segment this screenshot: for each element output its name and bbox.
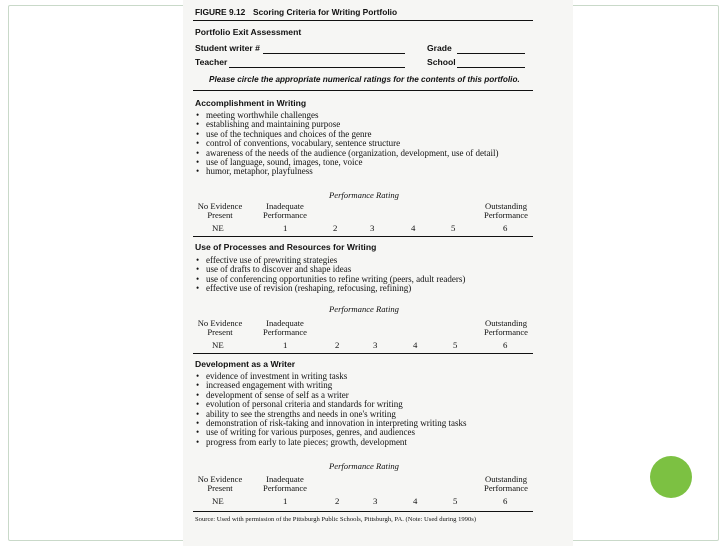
list-item: • humor, metaphor, playfulness bbox=[195, 167, 498, 176]
criteria-list bbox=[195, 256, 465, 294]
scale-label bbox=[257, 319, 313, 338]
rating-1[interactable]: 1 bbox=[283, 223, 288, 233]
scale-label-line: Performance bbox=[484, 327, 528, 338]
scale-label bbox=[193, 319, 247, 338]
scale-label bbox=[193, 475, 247, 494]
rating-3[interactable]: 3 bbox=[373, 496, 378, 506]
list-item: • effective use of prewriting strategies bbox=[195, 256, 465, 265]
rating-ne[interactable]: NE bbox=[212, 496, 224, 506]
scale-label bbox=[257, 202, 313, 221]
list-item: • use of language, sound, images, tone, voice bbox=[195, 158, 498, 167]
performance-rating-title: Performance Rating bbox=[329, 461, 399, 471]
scale-label-line: No Evidence bbox=[197, 474, 243, 484]
list-item: • use of writing for various purposes, genres, and audiences bbox=[195, 428, 466, 437]
rating-ne[interactable]: NE bbox=[212, 223, 224, 233]
rating-1[interactable]: 1 bbox=[283, 340, 288, 350]
rating-4[interactable]: 4 bbox=[413, 340, 418, 350]
teacher-label: Teacher bbox=[195, 57, 228, 67]
grade-field[interactable] bbox=[457, 53, 525, 54]
accent-circle bbox=[650, 456, 692, 498]
list-item: • effective use of revision (reshaping, refocusing, refining) bbox=[195, 284, 465, 293]
list-item: • evidence of investment in writing tasks bbox=[195, 372, 466, 381]
scale-label bbox=[193, 202, 247, 221]
scanned-document bbox=[183, 0, 573, 546]
scale-label-line: Outstanding bbox=[484, 474, 527, 484]
list-item: • establishing and maintaining purpose bbox=[195, 120, 498, 129]
rule-3 bbox=[193, 353, 533, 354]
scale-label-line: Outstanding bbox=[484, 201, 527, 211]
school-label: School bbox=[427, 57, 456, 67]
scale-label-line: Outstanding bbox=[484, 318, 527, 328]
list-item: • demonstration of risk-taking and innovation in interpreting writing tasks bbox=[195, 419, 466, 428]
rating-ne[interactable]: NE bbox=[212, 340, 224, 350]
scale-label-line: No Evidence bbox=[197, 201, 243, 211]
criteria-list bbox=[195, 111, 498, 177]
list-item: • meeting worthwhile challenges bbox=[195, 111, 498, 120]
scale-label-line: Performance bbox=[263, 483, 307, 494]
scale-label bbox=[257, 475, 313, 494]
list-item: • use of drafts to discover and shape ideas bbox=[195, 265, 465, 274]
scale-label-line: Inadequate bbox=[266, 474, 304, 484]
rating-3[interactable]: 3 bbox=[373, 340, 378, 350]
scale-label-line: Performance bbox=[484, 483, 528, 494]
rating-5[interactable]: 5 bbox=[453, 340, 458, 350]
student-field[interactable] bbox=[263, 53, 405, 54]
scale-label-line: Present bbox=[207, 327, 233, 338]
rule-4 bbox=[193, 511, 533, 512]
source-note: Source: Used with permission of the Pittsburgh Public Schools, Pittsburgh, PA. (Note: Used during 1990s) bbox=[195, 516, 477, 523]
list-item: • use of conferencing opportunities to refine writing (peers, adult readers) bbox=[195, 275, 465, 284]
rating-6[interactable]: 6 bbox=[503, 496, 508, 506]
rating-4[interactable]: 4 bbox=[413, 496, 418, 506]
scale-label bbox=[475, 202, 537, 221]
list-item: • development of sense of self as a writer bbox=[195, 391, 466, 400]
list-item: • progress from early to late pieces; growth, development bbox=[195, 438, 466, 447]
rule-2 bbox=[193, 236, 533, 237]
figure-title: Scoring Criteria for Writing Portfolio bbox=[253, 7, 398, 17]
scale-label-line: Performance bbox=[484, 210, 528, 221]
scale-label bbox=[475, 475, 537, 494]
rule-1 bbox=[193, 90, 533, 91]
list-item: • increased engagement with writing bbox=[195, 381, 466, 390]
rating-6[interactable]: 6 bbox=[503, 340, 508, 350]
rating-4[interactable]: 4 bbox=[411, 223, 416, 233]
rating-2[interactable]: 2 bbox=[335, 340, 340, 350]
list-item: • evolution of personal criteria and standards for writing bbox=[195, 400, 466, 409]
form-title: Portfolio Exit Assessment bbox=[195, 27, 302, 37]
scale-label-line: Inadequate bbox=[266, 201, 304, 211]
criteria-list bbox=[195, 372, 466, 447]
scale-label-line: No Evidence bbox=[197, 318, 243, 328]
list-item: • use of the techniques and choices of the genre bbox=[195, 130, 498, 139]
scale-label-line: Present bbox=[207, 210, 233, 221]
scale-label bbox=[475, 319, 537, 338]
scale-label-line: Present bbox=[207, 483, 233, 494]
performance-rating-title: Performance Rating bbox=[329, 190, 399, 200]
grade-label: Grade bbox=[427, 43, 452, 53]
figure-label: FIGURE 9.12 bbox=[195, 7, 246, 17]
list-item: • control of conventions, vocabulary, sentence structure bbox=[195, 139, 498, 148]
rating-6[interactable]: 6 bbox=[503, 223, 508, 233]
teacher-field[interactable] bbox=[229, 67, 405, 68]
list-item: • ability to see the strengths and needs in one's writing bbox=[195, 410, 466, 419]
section-title: Accomplishment in Writing bbox=[195, 98, 307, 108]
rating-3[interactable]: 3 bbox=[370, 223, 375, 233]
performance-rating-title: Performance Rating bbox=[329, 304, 399, 314]
rating-1[interactable]: 1 bbox=[283, 496, 288, 506]
rating-2[interactable]: 2 bbox=[333, 223, 338, 233]
list-item: • awareness of the needs of the audience (organization, development, use of detail) bbox=[195, 149, 498, 158]
section-title: Development as a Writer bbox=[195, 359, 296, 369]
rating-5[interactable]: 5 bbox=[453, 496, 458, 506]
rating-5[interactable]: 5 bbox=[451, 223, 456, 233]
rating-2[interactable]: 2 bbox=[335, 496, 340, 506]
scale-label-line: Performance bbox=[263, 210, 307, 221]
scale-label-line: Inadequate bbox=[266, 318, 304, 328]
student-label: Student writer # bbox=[195, 43, 260, 53]
top-rule bbox=[193, 20, 533, 21]
instruction-text: Please circle the appropriate numerical ratings for the contents of this portfolio. bbox=[209, 75, 520, 84]
scale-label-line: Performance bbox=[263, 327, 307, 338]
section-title: Use of Processes and Resources for Writing bbox=[195, 242, 377, 252]
school-field[interactable] bbox=[457, 67, 525, 68]
